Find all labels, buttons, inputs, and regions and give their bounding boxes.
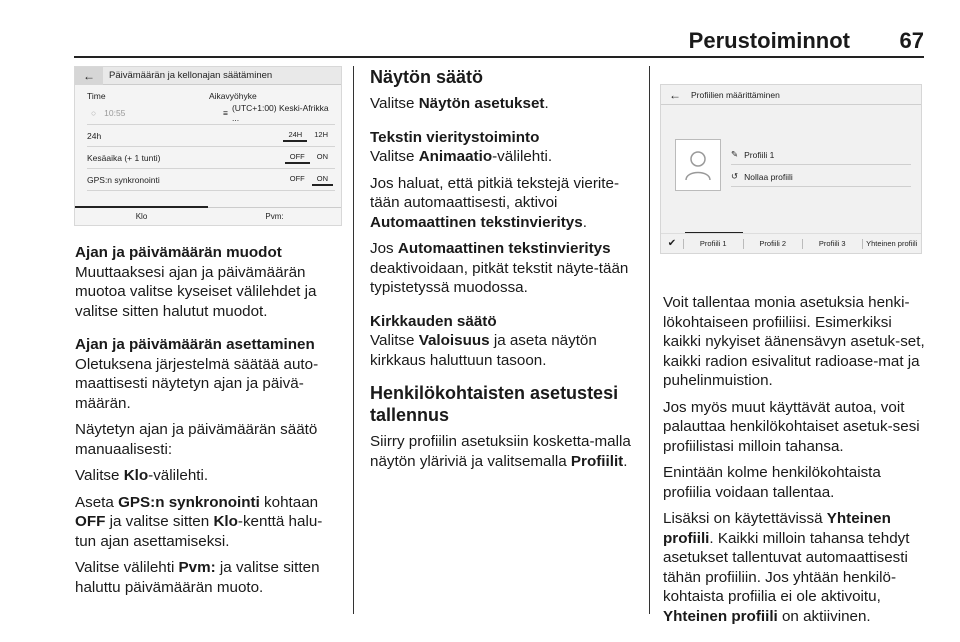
para-profiles-intro: Voit tallentaa monia asetuksia henki-lökohtaiseen profiiliisi. Esimerkiksi kaikki nykyiset äänensävyn asetuk-set, kaikki radion esivalitut radioase-mat ja puhelinmuistion. xyxy=(663,294,925,389)
para-select-tab: Valitse Klo-välilehti. xyxy=(75,467,209,484)
dst-on-button[interactable]: ON xyxy=(316,152,328,161)
format-24h-label: 24h xyxy=(87,130,102,141)
clock-icon: ○ xyxy=(91,107,97,118)
profile-tab-bar xyxy=(661,233,921,253)
para-restore: Jos myös muut käyttävät autoa, voit palauttaa henkilökohtaiset asetuk-sesi profiilistasi milloin tahansa. xyxy=(663,398,920,455)
reset-profile-label: Nollaa profiili xyxy=(744,171,793,182)
para-personal: Siirry profiilin asetuksiin kosketta-malla näytön yläriviä ja valitsemalla Profiilit. xyxy=(370,433,631,470)
para-manual: Näytetyn ajan ja päivämäärän säätö manuaalisesti: xyxy=(75,421,318,458)
gps-sync-label: GPS:n synkronointi xyxy=(87,174,160,185)
dst-row[interactable] xyxy=(87,147,335,169)
tab-klo[interactable]: Klo xyxy=(75,208,208,225)
tab-profile-3[interactable]: Profiili 3 xyxy=(802,239,862,249)
heading-display: Näytön säätö xyxy=(370,67,484,87)
tab-shared-profile[interactable]: Yhteinen profiili xyxy=(862,239,922,249)
list-icon: ≡ xyxy=(223,107,228,118)
para-shared-profile: Lisäksi on käytettävissä Yhteinen profiili. Kaikki milloin tahansa tehdyt asetukset tallentuvat automaattisesti tähän profiiliin. Jos yhtään henkilö-kohtaista profiilia ei ole aktivoitu, Yhteinen profiili on aktiivinen. xyxy=(663,510,910,625)
column-3 xyxy=(663,293,931,633)
opt-12h-button[interactable]: 12H xyxy=(314,130,328,139)
para-max-profiles: Enintään kolme henkilökohtaista profiilia voidaan tallentaa. xyxy=(663,464,881,501)
section-title: Perustoiminnot xyxy=(688,28,850,53)
tab-profile-2[interactable]: Profiili 2 xyxy=(743,239,803,249)
page-header xyxy=(0,0,960,60)
column-1 xyxy=(75,243,343,604)
column-2 xyxy=(370,66,638,478)
para-setting: Oletuksena järjestelmä säätää auto-maattisesti näytetyn ajan ja päivä-määrän. xyxy=(75,355,319,412)
column-headers xyxy=(75,85,341,101)
time-settings-screenshot xyxy=(74,66,342,226)
para-formats: Muuttaaksesi ajan ja päivämäärän muotoa valitse kyseiset välilehdet ja valitse sitten halutut muodot. xyxy=(75,263,317,320)
screen-title-bar xyxy=(75,67,341,85)
format-24h-row[interactable] xyxy=(87,125,335,147)
timezone-value[interactable]: (UTC+1:00) Keski-Afrikka ... xyxy=(231,102,329,123)
checkmark-icon[interactable]: ✔ xyxy=(667,238,677,249)
profile-name: Profiili 1 xyxy=(744,149,775,160)
para-set-gps: Aseta GPS:n synkronointi kohtaan OFF ja valitse sitten Klo-kenttä halu-tun ajan asettamiseksi. xyxy=(75,493,323,550)
tab-bar xyxy=(75,207,341,225)
screen-title: Päivämäärän ja kellonajan säätäminen xyxy=(109,70,273,81)
screen-title: Profiilien määrittäminen xyxy=(691,89,780,100)
gps-sync-row[interactable] xyxy=(87,169,335,191)
dst-label: Kesäaika (+ 1 tunti) xyxy=(87,152,161,163)
time-row[interactable] xyxy=(87,101,335,125)
page-number: 67 xyxy=(899,28,924,53)
back-arrow-icon[interactable]: ← xyxy=(669,87,681,102)
column-divider-1 xyxy=(353,66,354,614)
screen-title-bar xyxy=(661,85,921,105)
person-icon xyxy=(683,149,713,181)
para-deactivate: Jos Automaattinen tekstinvieritys deaktivoidaan, pitkät tekstit näyte-tään typistetyssä muodossa. xyxy=(370,240,629,296)
para-display: Valitse Näytön asetukset. xyxy=(370,95,549,112)
pencil-icon: ✎ xyxy=(731,149,739,159)
time-value: 10:55 xyxy=(104,107,126,118)
header-rule xyxy=(74,56,924,58)
heading-personal: Henkilökohtaisten asetustesi tallennus xyxy=(370,383,619,425)
heading-formats: Ajan ja päivämäärän muodot xyxy=(75,244,282,261)
reset-profile-row[interactable] xyxy=(731,167,911,187)
profile-name-row[interactable] xyxy=(731,145,911,165)
reset-icon: ↺ xyxy=(731,171,739,181)
heading-scroll: Tekstin vieritystoiminto xyxy=(370,128,540,146)
dst-off-button[interactable]: OFF xyxy=(287,152,308,161)
col-time-label: Time xyxy=(87,91,106,101)
gps-on-button[interactable]: ON xyxy=(314,174,331,183)
gps-off-button[interactable]: OFF xyxy=(289,174,305,183)
column-divider-2 xyxy=(649,66,650,614)
para-brightness: Valitse Valoisuus ja aseta näytön kirkkaus haluttuun tasoon. xyxy=(370,332,597,369)
para-long-text: Jos haluat, että pitkiä tekstejä vierite-tään automaattisesti, aktivoi Automaattinen tekstinvieritys. xyxy=(370,174,620,231)
back-arrow-icon[interactable]: ← xyxy=(75,67,103,85)
avatar[interactable] xyxy=(675,139,721,191)
opt-24h-button[interactable]: 24H xyxy=(285,130,305,139)
para-date-format: Valitse välilehti Pvm: ja valitse sitten haluttu päivämäärän muoto. xyxy=(75,559,320,596)
profile-settings-screenshot xyxy=(660,84,922,254)
heading-brightness: Kirkkauden säätö xyxy=(370,312,497,330)
col-timezone-label: Aikavyöhyke xyxy=(209,91,257,101)
tab-profile-1[interactable]: Profiili 1 xyxy=(683,239,743,249)
heading-setting: Ajan ja päivämäärän asettaminen xyxy=(75,336,315,353)
tab-pvm[interactable]: Pvm: xyxy=(265,212,284,221)
para-scroll: Valitse Animaatio-välilehti. xyxy=(370,148,553,165)
